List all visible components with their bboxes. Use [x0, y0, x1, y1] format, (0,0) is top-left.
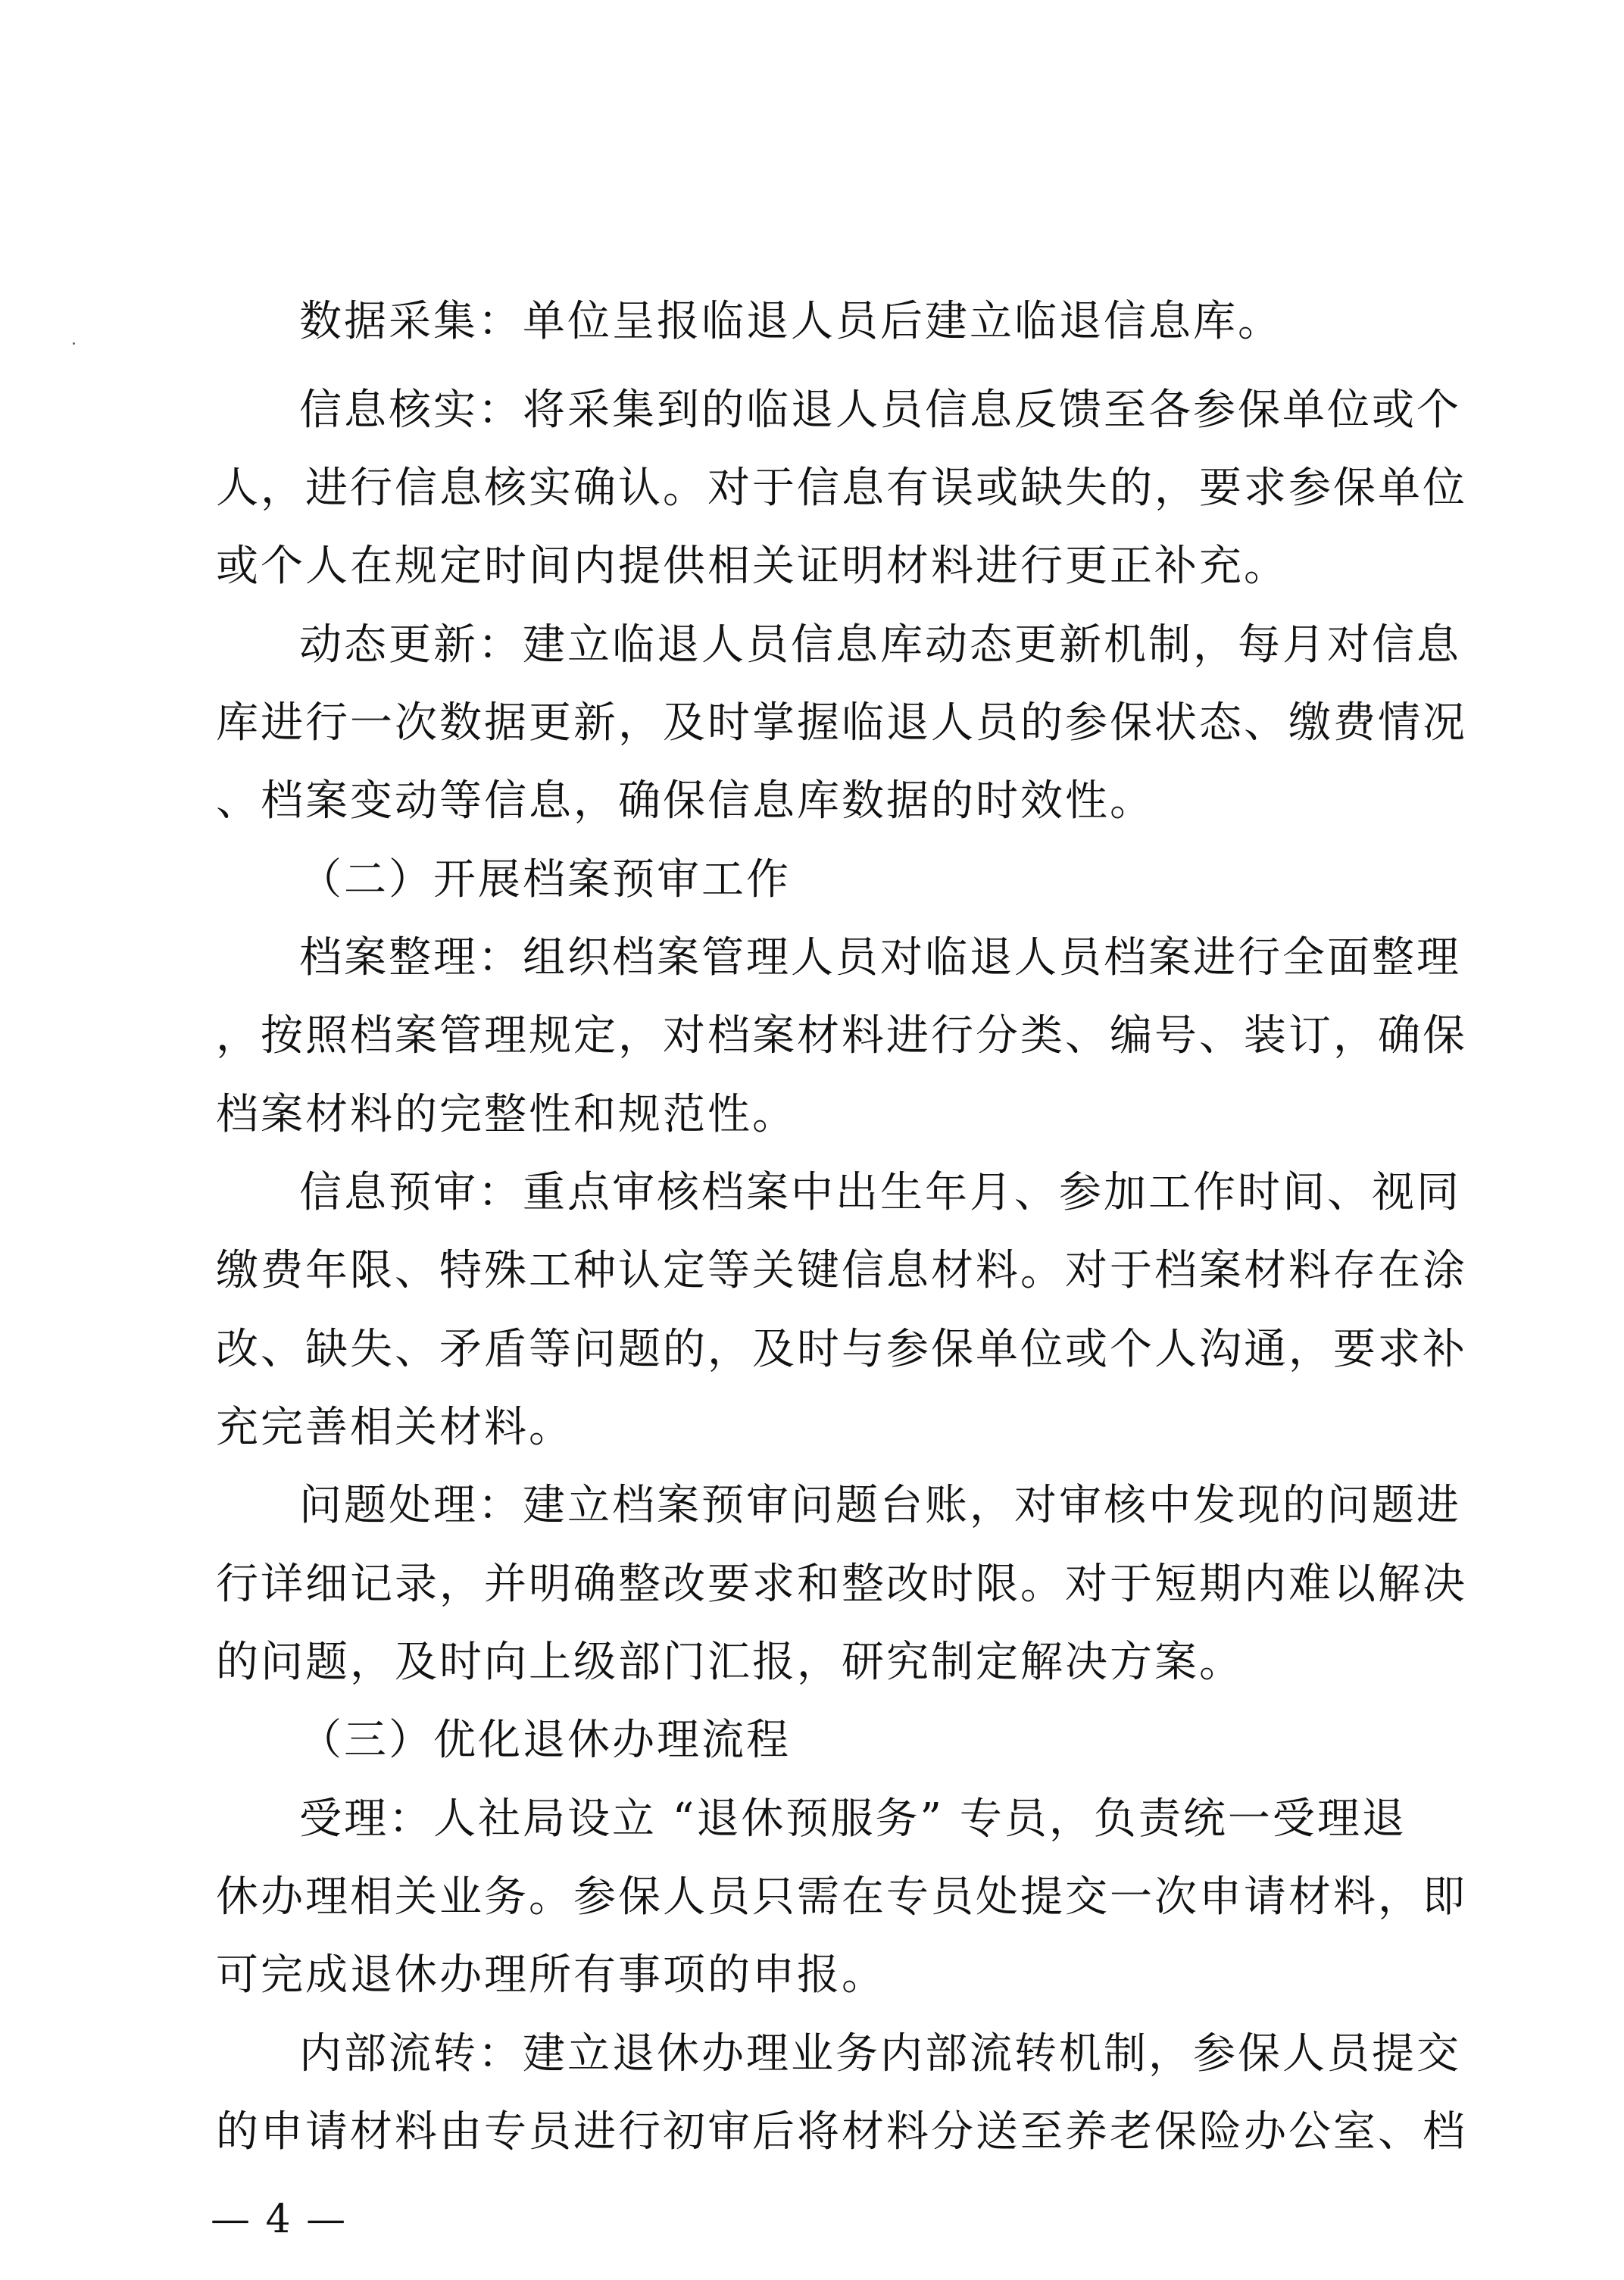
paragraph-line: 内部流转：建立退休办理业务内部流转机制，参保人员提交: [299, 2029, 1461, 2079]
paragraph-line: 问题处理：建立档案预审问题台账，对审核中发现的问题进: [299, 1481, 1461, 1530]
paragraph-line: 档案材料的完整性和规范性。: [216, 1090, 797, 1139]
paragraph-line: 可完成退休办理所有事项的申报。: [216, 1950, 886, 2000]
paragraph-line: 充完善相关材料。: [216, 1403, 573, 1452]
paragraph-line: 行详细记录，并明确整改要求和整改时限。对于短期内难以解决: [216, 1560, 1467, 1609]
paragraph-line: 改、缺失、矛盾等问题的，及时与参保单位或个人沟通，要求补: [216, 1325, 1467, 1374]
paragraph-line: ，按照档案管理规定，对档案材料进行分类、编号、装订，确保: [216, 1011, 1467, 1060]
paragraph-line: 受理：人社局设立 “退休预服务” 专员，负责统一受理退: [299, 1794, 1407, 1844]
paragraph-line: 动态更新：建立临退人员信息库动态更新机制，每月对信息: [299, 620, 1461, 670]
paragraph-line: 数据采集：单位呈报临退人员后建立临退信息库。: [299, 297, 1282, 346]
paragraph-line: 库进行一次数据更新，及时掌握临退人员的参保状态、缴费情况: [216, 698, 1467, 748]
paragraph-line: 的申请材料由专员进行初审后将材料分送至养老保险办公室、档: [216, 2107, 1467, 2157]
paragraph-line: 缴费年限、特殊工种认定等关键信息材料。对于档案材料存在涂: [216, 1246, 1467, 1295]
scan-speck: [73, 342, 75, 345]
paragraph-line: 信息预审：重点审核档案中出生年月、参加工作时间、视同: [299, 1168, 1461, 1217]
paragraph-line: 信息核实：将采集到的临退人员信息反馈至各参保单位或个: [299, 386, 1461, 435]
paragraph-line: 休办理相关业务。参保人员只需在专员处提交一次申请材料，即: [216, 1872, 1467, 1922]
page-number: — 4 —: [211, 2197, 348, 2242]
section-heading: （二）开展档案预审工作: [299, 855, 791, 904]
paragraph-line: 、档案变动等信息，确保信息库数据的时效性。: [216, 776, 1154, 826]
paragraph-line: 或个人在规定时间内提供相关证明材料进行更正补充。: [216, 542, 1288, 591]
section-heading: （三）优化退休办理流程: [299, 1716, 791, 1765]
paragraph-line: 的问题，及时向上级部门汇报，研究制定解决方案。: [216, 1638, 1244, 1687]
paragraph-line: 人，进行信息核实确认。对于信息有误或缺失的，要求参保单位: [216, 464, 1467, 513]
paragraph-line: 档案整理：组织档案管理人员对临退人员档案进行全面整理: [299, 933, 1461, 982]
